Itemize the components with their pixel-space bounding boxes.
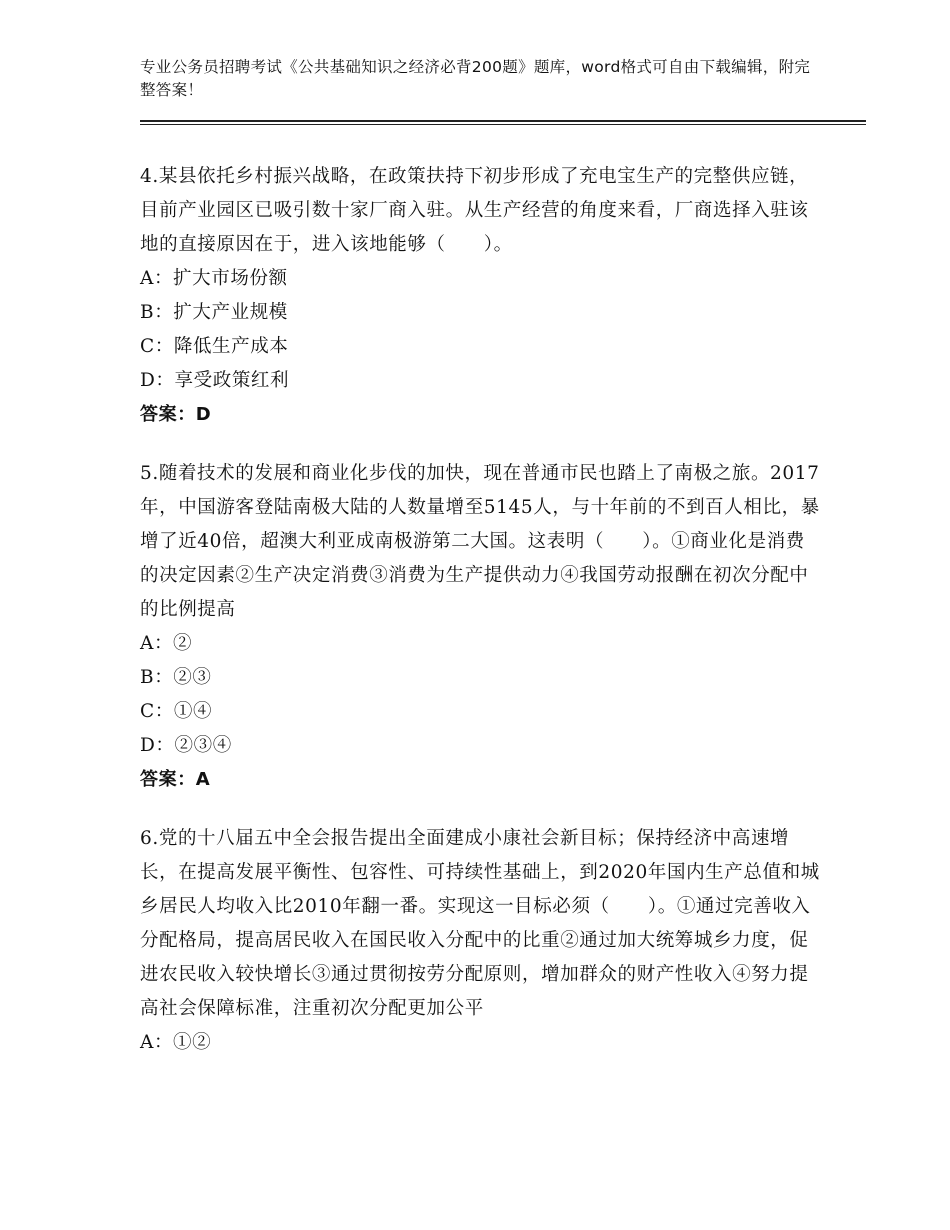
question-5 (140, 457, 820, 797)
option-a: A：扩大市场份额 (140, 268, 288, 289)
option-b: B：②③ (140, 667, 212, 688)
option-c: C：①④ (140, 701, 213, 722)
question-stem: 4.某县依托乡村振兴战略，在政策扶持下初步形成了充电宝生产的完整供应链，目前产业园区已吸引数十家厂商入驻。从生产经营的角度来看，厂商选择入驻该地的直接原因在于，进入该地能够（ ）。 (140, 166, 809, 255)
question-list (140, 160, 820, 1085)
answer: 答案：A (140, 769, 211, 790)
option-a: A：①② (140, 1032, 212, 1053)
header-rule-thick (140, 120, 866, 122)
option-c: C：降低生产成本 (140, 336, 289, 357)
answer: 答案：D (140, 404, 212, 425)
question-stem: 6.党的十八届五中全会报告提出全面建成小康社会新目标；保持经济中高速增长，在提高发展平衡性、包容性、可持续性基础上，到2020年国内生产总值和城乡居民人均收入比2010年翻一番。实现这一目标必须（ ）。①通过完善收入分配格局，提高居民收入在国民收入分配中的比重②通过加大统筹城乡力度，促进农民收入较快增长③通过贯彻按劳分配原则，增加群众的财产性收入④努力提高社会保障标准，注重初次分配更加公平 (140, 828, 820, 1019)
header-rule-thin (140, 124, 866, 125)
question-stem: 5.随着技术的发展和商业化步伐的加快，现在普通市民也踏上了南极之旅。2017年，中国游客登陆南极大陆的人数量增至5145人，与十年前的不到百人相比，暴增了近40倍，超澳大利亚成南极游第二大国。这表明（ ）。①商业化是消费的决定因素②生产决定消费③消费为生产提供动力④我国劳动报酬在初次分配中的比例提高 (140, 463, 820, 620)
document-header: 专业公务员招聘考试《公共基础知识之经济必背200题》题库，word格式可自由下载编辑，附完整答案！ (140, 58, 811, 99)
option-d: D：②③④ (140, 735, 232, 756)
option-d: D：享受政策红利 (140, 370, 290, 391)
question-4 (140, 160, 820, 432)
option-b: B：扩大产业规模 (140, 302, 288, 323)
option-a: A：② (140, 633, 193, 654)
question-6 (140, 822, 820, 1060)
